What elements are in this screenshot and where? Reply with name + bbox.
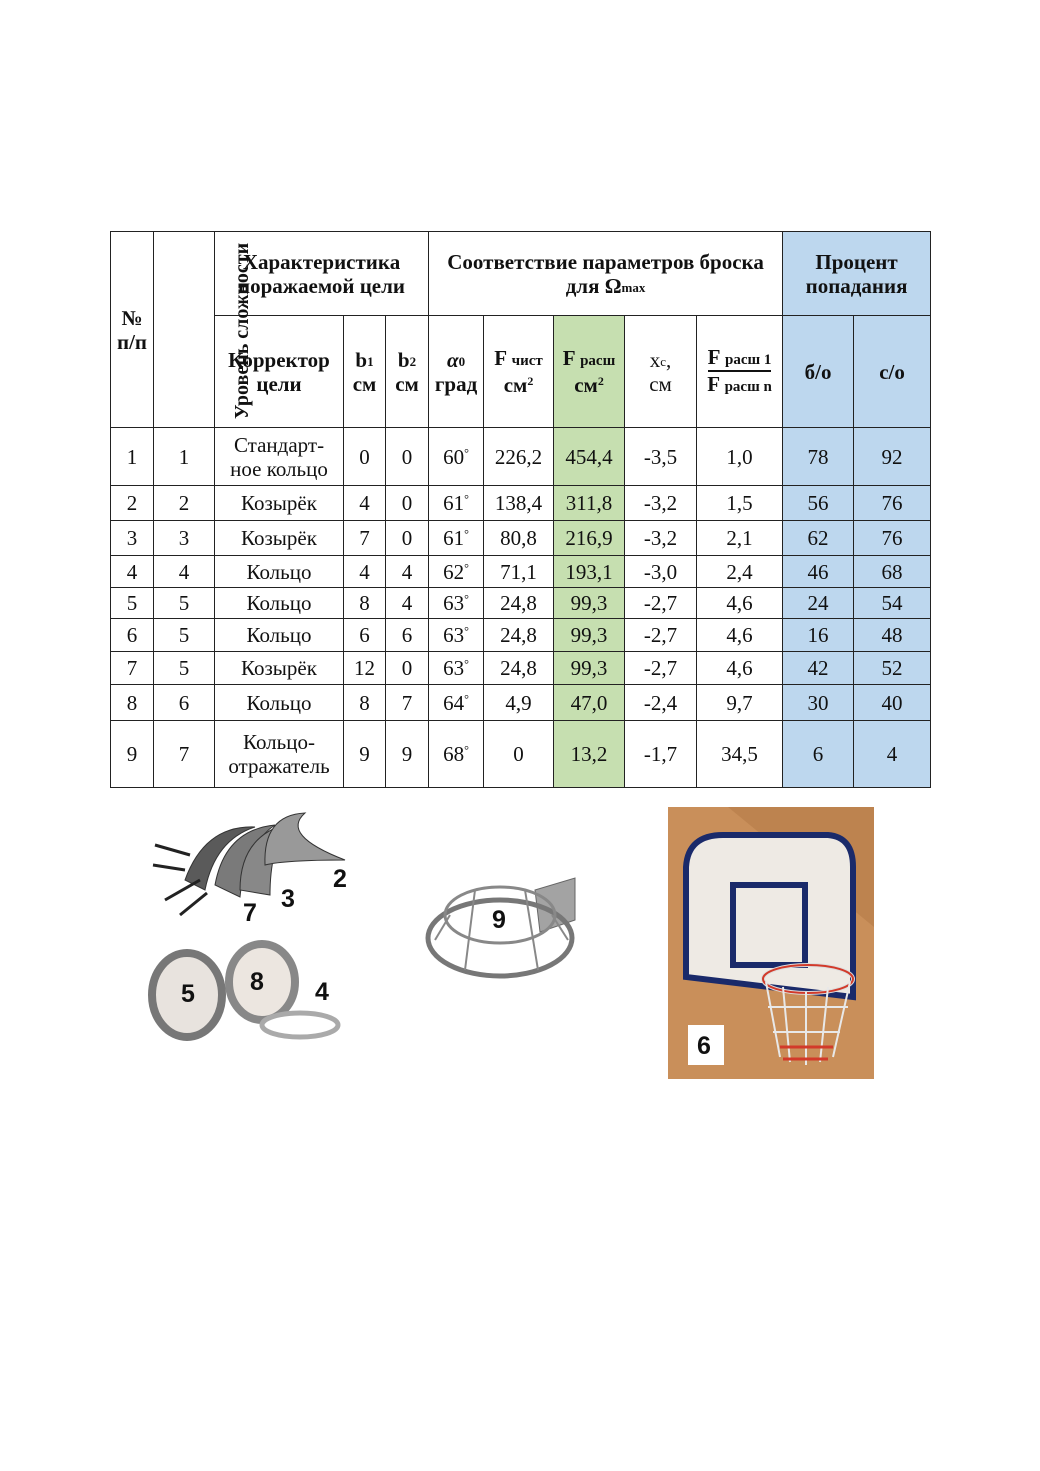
cell-bo: 78 xyxy=(783,428,854,486)
cell-f-clean: 71,1 xyxy=(484,556,554,588)
cell-alpha0: 60° xyxy=(429,428,484,486)
header-alpha0: α0 град xyxy=(429,316,484,428)
cell-number: 2 xyxy=(111,486,154,521)
visor-shape xyxy=(265,813,345,865)
header-number: № п/п xyxy=(111,232,154,428)
cell-so: 68 xyxy=(854,556,931,588)
cell-level: 5 xyxy=(154,588,215,619)
visor-label: 2 xyxy=(333,865,347,893)
cell-b1: 7 xyxy=(344,521,386,556)
cell-number: 4 xyxy=(111,556,154,588)
cell-so: 76 xyxy=(854,486,931,521)
table-row xyxy=(111,588,931,619)
cell-alpha0: 61° xyxy=(429,486,484,521)
cell-xc: -1,7 xyxy=(625,721,697,788)
visor-label: 3 xyxy=(281,885,295,913)
cell-bo: 46 xyxy=(783,556,854,588)
ring-label: 8 xyxy=(250,968,264,996)
cell-alpha0: 63° xyxy=(429,588,484,619)
cell-b2: 0 xyxy=(386,652,429,685)
cell-level: 7 xyxy=(154,721,215,788)
table-row xyxy=(111,619,931,652)
header-so: с/о xyxy=(854,316,931,428)
table-row xyxy=(111,556,931,588)
table-row xyxy=(111,428,931,486)
cell-b2: 4 xyxy=(386,588,429,619)
table-row xyxy=(111,521,931,556)
cell-xc: -2,7 xyxy=(625,619,697,652)
cell-b2: 6 xyxy=(386,619,429,652)
results-table xyxy=(110,231,931,788)
cell-corrector: Кольцо xyxy=(215,588,344,619)
cell-corrector: Кольцо xyxy=(215,619,344,652)
ring-shape xyxy=(262,1013,338,1037)
cell-xc: -3,2 xyxy=(625,521,697,556)
cell-number: 6 xyxy=(111,619,154,652)
cell-corrector: Козырёк xyxy=(215,652,344,685)
cell-f-calc: 193,1 xyxy=(554,556,625,588)
header-bo: б/о xyxy=(783,316,854,428)
cell-corrector: Козырёк xyxy=(215,486,344,521)
cell-number: 7 xyxy=(111,652,154,685)
cell-level: 6 xyxy=(154,685,215,721)
cell-ratio: 4,6 xyxy=(697,619,783,652)
header-hit-percent: Процент попадания xyxy=(783,232,931,316)
cell-bo: 16 xyxy=(783,619,854,652)
cell-alpha0: 64° xyxy=(429,685,484,721)
table-row xyxy=(111,721,931,788)
header-corrector: Корректор цели xyxy=(215,316,344,428)
cell-b2: 0 xyxy=(386,486,429,521)
cell-f-clean: 226,2 xyxy=(484,428,554,486)
cell-level: 2 xyxy=(154,486,215,521)
cell-bo: 30 xyxy=(783,685,854,721)
cell-corrector: Кольцо xyxy=(215,556,344,588)
cell-bo: 24 xyxy=(783,588,854,619)
cell-so: 4 xyxy=(854,721,931,788)
cell-bo: 42 xyxy=(783,652,854,685)
cell-corrector: Кольцо- отражатель xyxy=(215,721,344,788)
reflector-ring-figure xyxy=(420,860,590,995)
cell-corrector: Кольцо xyxy=(215,685,344,721)
cell-b1: 8 xyxy=(344,588,386,619)
reflector-label: 9 xyxy=(492,906,506,934)
cell-bo: 62 xyxy=(783,521,854,556)
cell-so: 52 xyxy=(854,652,931,685)
cell-b1: 4 xyxy=(344,486,386,521)
table-row xyxy=(111,652,931,685)
cell-level: 1 xyxy=(154,428,215,486)
backboard-photo xyxy=(668,807,874,1079)
cell-f-calc: 311,8 xyxy=(554,486,625,521)
cell-ratio: 2,1 xyxy=(697,521,783,556)
cell-f-clean: 138,4 xyxy=(484,486,554,521)
ring-label: 4 xyxy=(315,978,329,1006)
cell-bo: 56 xyxy=(783,486,854,521)
cell-ratio: 1,5 xyxy=(697,486,783,521)
header-throw-parameters: Соответствие параметров броска для Ωmax xyxy=(429,232,783,316)
cell-so: 40 xyxy=(854,685,931,721)
cell-xc: -3,2 xyxy=(625,486,697,521)
header-b1: b1 см xyxy=(344,316,386,428)
ring-label: 5 xyxy=(181,980,195,1008)
cell-ratio: 4,6 xyxy=(697,588,783,619)
cell-b1: 12 xyxy=(344,652,386,685)
cell-xc: -3,5 xyxy=(625,428,697,486)
cell-b2: 0 xyxy=(386,428,429,486)
cell-f-clean: 80,8 xyxy=(484,521,554,556)
cell-f-calc: 99,3 xyxy=(554,619,625,652)
cell-corrector: Козырёк xyxy=(215,521,344,556)
header-xc: xc, см xyxy=(625,316,697,428)
ring-correctors-figure xyxy=(145,940,350,1050)
cell-number: 3 xyxy=(111,521,154,556)
cell-f-clean: 24,8 xyxy=(484,588,554,619)
cell-b2: 7 xyxy=(386,685,429,721)
cell-so: 48 xyxy=(854,619,931,652)
cell-f-clean: 0 xyxy=(484,721,554,788)
visor-label: 7 xyxy=(243,899,257,927)
cell-f-calc: 47,0 xyxy=(554,685,625,721)
table-row xyxy=(111,685,931,721)
header-b2: b2 см xyxy=(386,316,429,428)
cell-alpha0: 68° xyxy=(429,721,484,788)
cell-level: 5 xyxy=(154,619,215,652)
cell-b1: 9 xyxy=(344,721,386,788)
visor-correctors-figure xyxy=(145,805,360,935)
cell-f-calc: 216,9 xyxy=(554,521,625,556)
backboard-label: 6 xyxy=(697,1032,711,1060)
table-row xyxy=(111,486,931,521)
cell-b1: 4 xyxy=(344,556,386,588)
cell-b2: 0 xyxy=(386,521,429,556)
cell-number: 9 xyxy=(111,721,154,788)
cell-alpha0: 61° xyxy=(429,521,484,556)
cell-level: 3 xyxy=(154,521,215,556)
cell-f-calc: 13,2 xyxy=(554,721,625,788)
cell-xc: -3,0 xyxy=(625,556,697,588)
cell-b1: 8 xyxy=(344,685,386,721)
cell-f-calc: 99,3 xyxy=(554,588,625,619)
cell-number: 8 xyxy=(111,685,154,721)
cell-so: 92 xyxy=(854,428,931,486)
cell-f-calc: 454,4 xyxy=(554,428,625,486)
cell-ratio: 1,0 xyxy=(697,428,783,486)
cell-f-calc: 99,3 xyxy=(554,652,625,685)
cell-b2: 4 xyxy=(386,556,429,588)
cell-alpha0: 62° xyxy=(429,556,484,588)
cell-f-clean: 24,8 xyxy=(484,652,554,685)
cell-number: 1 xyxy=(111,428,154,486)
cell-so: 54 xyxy=(854,588,931,619)
cell-so: 76 xyxy=(854,521,931,556)
cell-level: 4 xyxy=(154,556,215,588)
cell-b1: 0 xyxy=(344,428,386,486)
cell-b1: 6 xyxy=(344,619,386,652)
cell-ratio: 9,7 xyxy=(697,685,783,721)
header-ratio: F расш 1 F расш n xyxy=(697,316,783,428)
cell-ratio: 4,6 xyxy=(697,652,783,685)
cell-corrector: Стандарт- ное кольцо xyxy=(215,428,344,486)
cell-xc: -2,7 xyxy=(625,588,697,619)
cell-xc: -2,4 xyxy=(625,685,697,721)
cell-alpha0: 63° xyxy=(429,652,484,685)
header-f-clean: F чист $см^2$ xyxy=(484,316,554,428)
cell-ratio: 2,4 xyxy=(697,556,783,588)
cell-number: 5 xyxy=(111,588,154,619)
header-f-calc: F расш $см^2$ xyxy=(554,316,625,428)
cell-f-clean: 24,8 xyxy=(484,619,554,652)
cell-alpha0: 63° xyxy=(429,619,484,652)
cell-bo: 6 xyxy=(783,721,854,788)
cell-ratio: 34,5 xyxy=(697,721,783,788)
cell-level: 5 xyxy=(154,652,215,685)
header-level: Уровень сложности xyxy=(154,232,215,428)
cell-xc: -2,7 xyxy=(625,652,697,685)
cell-b2: 9 xyxy=(386,721,429,788)
header-target-characteristics: Характеристика поражаемой цели xyxy=(215,232,429,316)
cell-f-clean: 4,9 xyxy=(484,685,554,721)
